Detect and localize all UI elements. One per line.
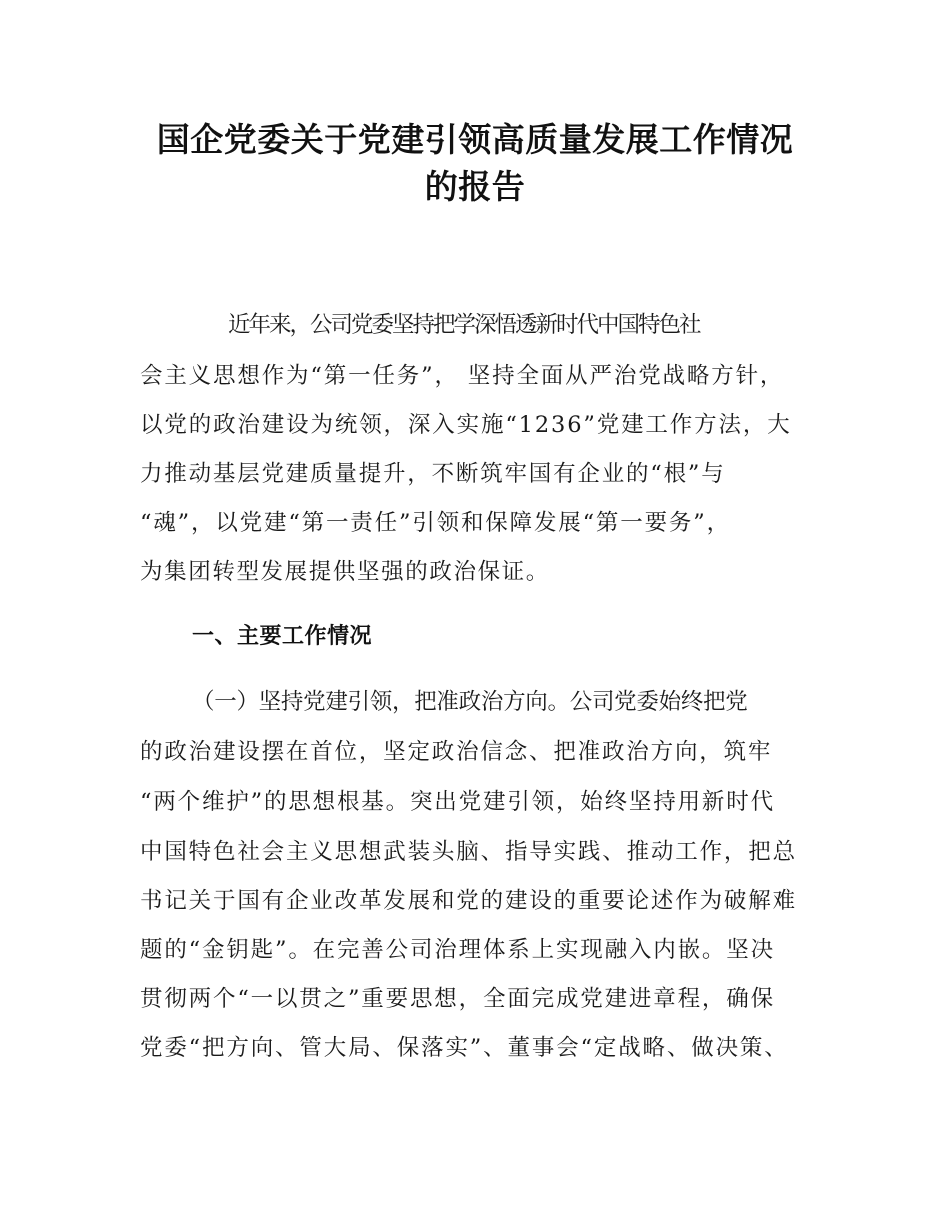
document-title-line-1: 国企党委关于党建引领高质量发展工作情况 bbox=[156, 120, 794, 159]
section1-line-3: “两个维护”的思想根基。突出党建引领，始终坚持用新时代 bbox=[140, 789, 775, 815]
intro-line-5: “魂”，以党建“第一责任”引领和保障发展“第一要务”， bbox=[140, 510, 731, 536]
section1-line-2: 的政治建设摆在首位，坚定政治信念、把准政治方向，筑牢 bbox=[140, 739, 773, 765]
section1-line-8: 党委“把方向、管大局、保落实”、董事会“定战略、做决策、 bbox=[140, 1035, 789, 1061]
intro-line-3: 以党的政治建设为统领，深入实施“1236”党建工作方法，大 bbox=[140, 412, 792, 438]
intro-line-6: 为集团转型发展提供坚强的政治保证。 bbox=[140, 559, 550, 585]
section-heading: 一、主要工作情况 bbox=[192, 624, 373, 649]
section1-line-7: 贯彻两个“一以贯之”重要思想，全面完成党建进章程，确保 bbox=[140, 986, 775, 1012]
intro-line-4: 力推动基层党建质量提升，不断筑牢国有企业的“根”与 bbox=[140, 461, 726, 487]
intro-line-1: 近年来，公司党委坚持把学深悟透新时代中国特色社 bbox=[228, 312, 700, 338]
document-title-line-2: 的报告 bbox=[424, 167, 526, 206]
section1-line-1: （一）坚持党建引领，把准政治方向。公司党委始终把党 bbox=[192, 689, 748, 715]
intro-line-2: 会主义思想作为“第一任务”， 坚持全面从严治党战略方针， bbox=[140, 363, 785, 389]
section1-line-6: 题的“金钥匙”。在完善公司治理体系上实现融入内嵌。坚决 bbox=[140, 937, 775, 963]
section1-line-5: 书记关于国有企业改革发展和党的建设的重要论述作为破解难 bbox=[140, 888, 797, 914]
section1-line-4: 中国特色社会主义思想武装头脑、指导实践、推动工作，把总 bbox=[140, 839, 797, 865]
